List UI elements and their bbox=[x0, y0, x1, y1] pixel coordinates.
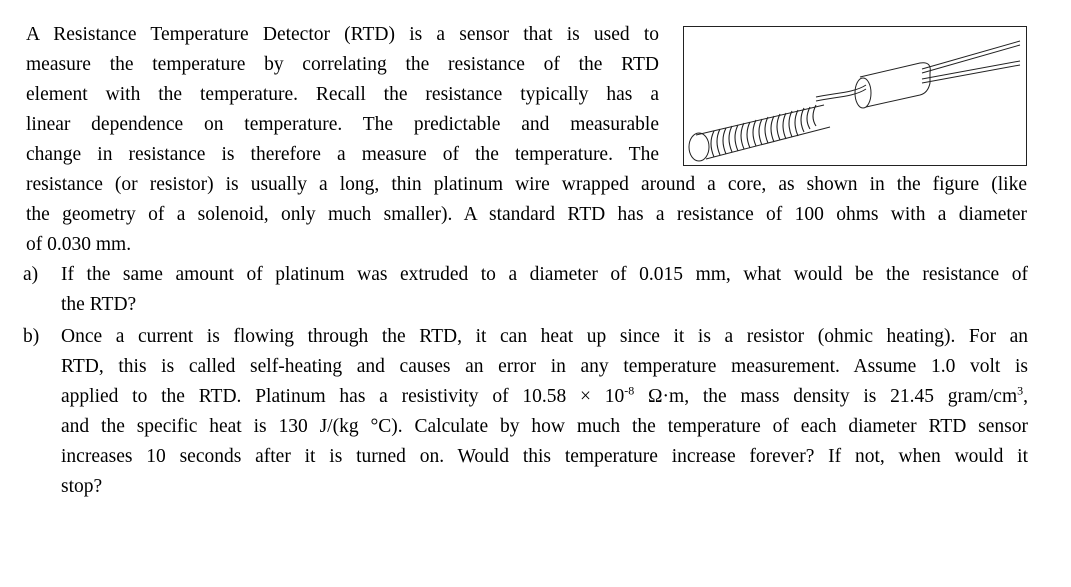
intro-line-4: linear dependence on temperature. The predictable and measurable bbox=[26, 114, 659, 135]
density-text: Ω·m, the mass density is 21.45 gram/cm bbox=[634, 386, 1018, 407]
exponent: -8 bbox=[624, 383, 635, 398]
exponent: 3 bbox=[1017, 383, 1024, 398]
rtd-figure bbox=[683, 26, 1027, 166]
part-a-line-1: If the same amount of platinum was extruded to a diameter of 0.015 mm, what would be the resistance of bbox=[61, 264, 1028, 285]
rtd-illustration bbox=[684, 27, 1026, 165]
intro-line-8: of 0.030 mm. bbox=[26, 234, 132, 255]
intro-line-1: A Resistance Temperature Detector (RTD) is a sensor that is used to bbox=[26, 24, 659, 45]
resistivity-text: applied to the RTD. Platinum has a resistivity of 10.58 × 10 bbox=[61, 386, 625, 407]
intro-line-6: resistance (or resistor) is usually a long, thin platinum wire wrapped around a core, as shown in the figure (like bbox=[26, 174, 1027, 195]
part-a-line-2: the RTD? bbox=[61, 294, 137, 315]
part-b-marker: b) bbox=[23, 326, 40, 347]
intro-line-3: element with the temperature. Recall the resistance typically has a bbox=[26, 84, 659, 105]
part-b-line-6: stop? bbox=[61, 476, 103, 497]
part-b-line-1: Once a current is flowing through the RTD, it can heat up since it is a resistor (ohmic heating). For an bbox=[61, 326, 1028, 347]
part-a-marker: a) bbox=[23, 264, 39, 285]
intro-line-7: the geometry of a solenoid, only much smaller). A standard RTD has a resistance of 100 ohms with a diameter bbox=[26, 204, 1027, 225]
part-b-line-5: increases 10 seconds after it is turned on. Would this temperature increase forever? If not, when would it bbox=[61, 446, 1028, 467]
intro-line-2: measure the temperature by correlating the resistance of the RTD bbox=[26, 54, 659, 75]
part-b-line-3 bbox=[61, 382, 1028, 412]
intro-line-5: change in resistance is therefore a measure of the temperature. The bbox=[26, 144, 659, 165]
part-b-line-4: and the specific heat is 130 J/(kg °C). Calculate by how much the temperature of each diameter RTD sensor bbox=[61, 416, 1028, 437]
part-b-line-2: RTD, this is called self-heating and causes an error in any temperature measurement. Assume 1.0 volt is bbox=[61, 356, 1028, 377]
comma: , bbox=[1023, 386, 1028, 407]
